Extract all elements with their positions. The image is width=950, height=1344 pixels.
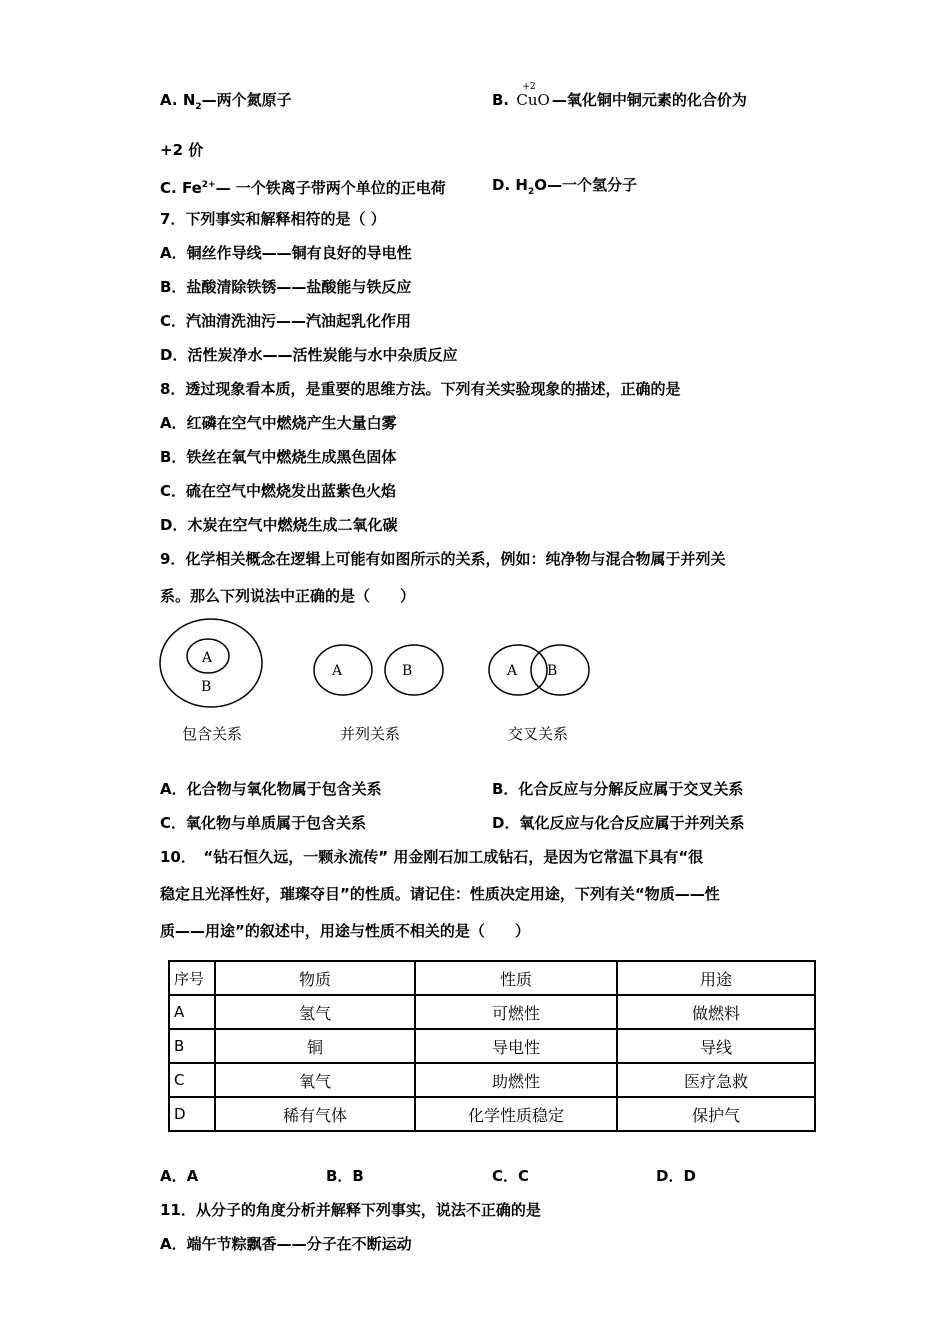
table-cell: B [169, 1029, 215, 1063]
relationship-diagram [150, 615, 610, 755]
q8-option-d: D．木炭在空气中燃烧生成二氧化碳 [160, 516, 398, 534]
q9-option-d: D．氧化反应与化合反应属于并列关系 [492, 814, 745, 832]
q10-option-b: B．B [326, 1167, 364, 1185]
q9-stem-line1: 9．化学相关概念在逻辑上可能有如图所示的关系，例如：纯净物与混合物属于并列关 [160, 550, 726, 568]
contain-inner-label: A [202, 650, 213, 666]
q10-stem-line2: 稳定且光泽性好，璀璨夺目”的性质。请记住：性质决定用途，下列有关“物质——性 [160, 885, 720, 903]
table-row [169, 1029, 815, 1063]
table-row [169, 995, 815, 1029]
cuo-formula: +2 CuO [516, 82, 550, 109]
q9-option-a: A．化合物与氧化物属于包含关系 [160, 780, 382, 798]
q10-option-d: D．D [656, 1167, 696, 1185]
cross-right-circle [531, 645, 589, 695]
table-cell: 稀有气体 [215, 1097, 415, 1131]
table-cell: A [169, 995, 215, 1029]
table-header-cell: 序号 [169, 961, 215, 995]
q6-option-c: C. $Fe^{2+}—$ 一个铁离子带两个单位的正电荷 [160, 179, 446, 197]
q7-option-b: B．盐酸清除铁锈——盐酸能与铁反应 [160, 278, 412, 296]
q11-option-a: A．端午节粽飘香——分子在不断运动 [160, 1235, 412, 1253]
cross-caption: 交叉关系 [508, 725, 569, 743]
contain-outer-label: B [201, 679, 212, 695]
parallel-relation [314, 645, 443, 743]
q6-option-b-continued: +2 价 [160, 141, 204, 159]
contain-relation [160, 619, 262, 743]
q9-stem-line2: 系。那么下列说法中正确的是（ ） [160, 587, 416, 605]
q8-option-a: A．红磷在空气中燃烧产生大量白雾 [160, 414, 397, 432]
q8-option-b: B．铁丝在氧气中燃烧生成黑色固体 [160, 448, 397, 466]
table-cell: 可燃性 [415, 995, 617, 1029]
table-cell: 做燃料 [617, 995, 815, 1029]
table-cell: 铜 [215, 1029, 415, 1063]
q10-stem-line3: 质——用途”的叙述中，用途与性质不相关的是（ ） [160, 922, 530, 940]
table-cell: 导线 [617, 1029, 815, 1063]
q6-option-a: A. $N_2—$两个氮原子 [160, 91, 292, 112]
table-header-cell: 性质 [415, 961, 617, 995]
table-cell: 医疗急救 [617, 1063, 815, 1097]
table-header-cell: 物质 [215, 961, 415, 995]
q7-option-d: D．活性炭净水——活性炭能与水中杂质反应 [160, 346, 458, 364]
q9-option-c: C．氧化物与单质属于包含关系 [160, 814, 367, 832]
table-header-row [169, 961, 815, 995]
table-header-cell: 用途 [617, 961, 815, 995]
table-cell: D [169, 1097, 215, 1131]
q7-option-a: A．铜丝作导线——铜有良好的导电性 [160, 244, 412, 262]
q7-stem: 7．下列事实和解释相符的是（ ） [160, 210, 386, 228]
parallel-left-label: A [332, 663, 343, 679]
q10-table [168, 960, 816, 1132]
table-cell: 化学性质稳定 [415, 1097, 617, 1131]
q10-option-a: A．A [160, 1167, 199, 1185]
contain-caption: 包含关系 [182, 725, 243, 743]
table-cell: 氧气 [215, 1063, 415, 1097]
cross-left-label: A [507, 663, 518, 679]
table-row [169, 1063, 815, 1097]
parallel-right-circle [385, 645, 443, 695]
table-row [169, 1097, 815, 1131]
parallel-right-label: B [402, 663, 413, 679]
table-cell: 保护气 [617, 1097, 815, 1131]
table-cell: 助燃性 [415, 1063, 617, 1097]
parallel-caption: 并列关系 [340, 725, 401, 743]
table-cell: 导电性 [415, 1029, 617, 1063]
q9-option-b: B．化合反应与分解反应属于交叉关系 [492, 780, 744, 798]
q8-option-c: C．硫在空气中燃烧发出蓝紫色火焰 [160, 482, 397, 500]
q8-stem: 8．透过现象看本质，是重要的思维方法。下列有关实验现象的描述，正确的是 [160, 380, 681, 398]
q7-option-c: C．汽油清洗油污——汽油起乳化作用 [160, 312, 412, 330]
cross-relation [489, 645, 589, 743]
q10-option-c: C．C [492, 1167, 530, 1185]
q6-option-b: B. +2 CuO —氧化铜中铜元素的化合价为 [492, 82, 747, 109]
cross-right-label: B [547, 663, 558, 679]
q10-stem-line1: 10． “钻石恒久远，一颗永流传” 用金刚石加工成钻石，是因为它常温下具有“很 [160, 848, 704, 866]
table-cell: C [169, 1063, 215, 1097]
q11-stem: 11．从分子的角度分析并解释下列事实，说法不正确的是 [160, 1201, 541, 1219]
table-cell: 氢气 [215, 995, 415, 1029]
q6-option-d: D. $H_2O—$一个氢分子 [492, 176, 637, 197]
parallel-left-circle [314, 645, 372, 695]
